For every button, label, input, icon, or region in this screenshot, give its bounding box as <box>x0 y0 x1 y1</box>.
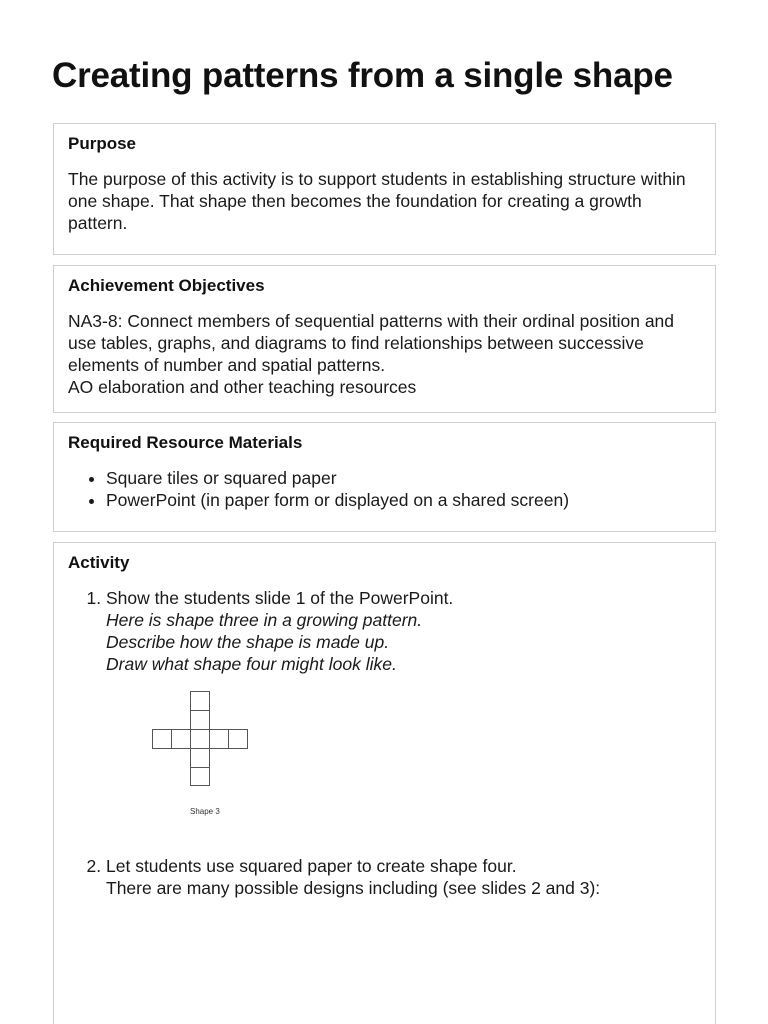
step-1-prompt-3: Draw what shape four might look like. <box>106 654 397 674</box>
tile <box>172 730 191 749</box>
purpose-heading: Purpose <box>68 134 137 153</box>
tile <box>191 768 210 786</box>
resources-list <box>68 467 701 511</box>
resource-item-tiles: • Square tiles or squared paper <box>106 467 701 489</box>
purpose-section <box>53 123 716 255</box>
tile <box>191 730 210 749</box>
tile <box>153 730 172 749</box>
purpose-text: The purpose of this activity is to support students in establishing structure within one shape. That shape then becomes the foundation for creating a growth pattern. <box>68 169 686 233</box>
tile <box>191 749 210 768</box>
resources-section <box>53 422 716 532</box>
activity-heading: Activity <box>68 553 130 572</box>
achievement-objectives-heading: Achievement Objectives <box>68 276 265 295</box>
tile <box>229 730 248 749</box>
achievement-objectives-section <box>53 265 716 413</box>
step-2-line-1: 2. Let students use squared paper to create shape four. <box>106 856 517 876</box>
figure-caption: Shape 3 <box>190 807 220 816</box>
resources-heading: Required Resource Materials <box>68 433 303 452</box>
activity-section <box>53 542 716 1024</box>
tile <box>191 692 210 711</box>
step-1-prompt-2: Describe how the shape is made up. <box>106 632 390 652</box>
tile <box>191 711 210 730</box>
step-1-text: 1. Show the students slide 1 of the PowerPoint. <box>106 588 454 608</box>
page-title: Creating patterns from a single shape <box>52 56 673 95</box>
ao-elaboration-link[interactable]: AO elaboration and other teaching resources <box>68 377 417 397</box>
step-2-line-2: There are many possible designs including (see slides 2 and 3): <box>106 878 601 898</box>
activity-step-1 <box>106 587 701 816</box>
tile <box>210 730 229 749</box>
cross-shape-diagram <box>152 691 252 786</box>
activity-steps <box>68 587 701 899</box>
resource-item-powerpoint: • PowerPoint (in paper form or displayed on a shared screen) <box>106 489 701 511</box>
achievement-objectives-text: NA3-8: Connect members of sequential patterns with their ordinal position and use tables, graphs, and diagrams to find relationships between successive elements of number and spatial patterns. <box>68 311 675 375</box>
step-1-prompt-1: Here is shape three in a growing pattern. <box>106 610 423 630</box>
activity-step-2 <box>106 855 701 899</box>
shape-3-figure <box>152 691 262 816</box>
